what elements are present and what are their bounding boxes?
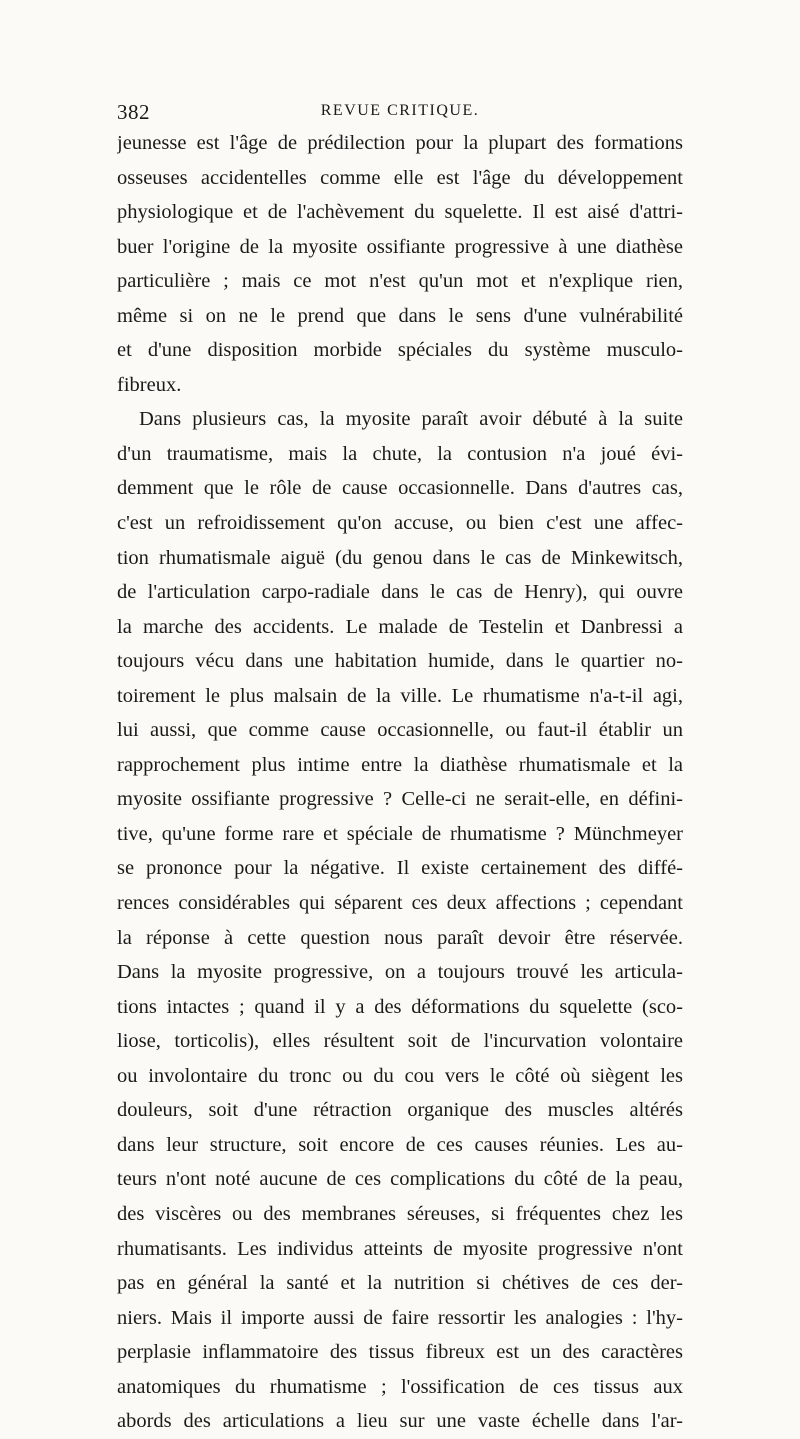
paragraph-start-line: Dans plusieurs cas, la myosite paraît avoir débuté à la suite <box>139 408 683 431</box>
text-line: lui aussi, que comme cause occasionnelle, ou faut-il établir un <box>117 719 683 742</box>
text-line: des viscères ou des membranes séreuses, si fréquentes chez les <box>117 1202 683 1225</box>
text-line: même si on ne le prend que dans le sens d'une vulnérabilité <box>117 304 683 327</box>
text-line: rhumatisants. Les individus atteints de myosite progressive n'ont <box>117 1237 683 1260</box>
text-line: pas en général la santé et la nutrition si chétives de ces der- <box>117 1272 683 1295</box>
text-line: teurs n'ont noté aucune de ces complications du côté de la peau, <box>117 1168 683 1191</box>
text-line: toirement le plus malsain de la ville. Le rhumatisme n'a-t-il agi, <box>117 684 683 707</box>
running-head <box>117 96 683 126</box>
text-line: demment que le rôle de cause occasionnelle. Dans d'autres cas, <box>117 477 683 500</box>
text-line: liose, torticolis), elles résultent soit de l'incurvation volontaire <box>117 1030 683 1053</box>
text-line: ou involontaire du tronc ou du cou vers le côté où siègent les <box>117 1064 683 1087</box>
text-line: douleurs, soit d'une rétraction organique des muscles altérés <box>117 1099 683 1122</box>
text-line: la marche des accidents. Le malade de Testelin et Danbressi a <box>117 615 683 638</box>
text-line: tions intactes ; quand il y a des déformations du squelette (sco- <box>117 995 683 1018</box>
text-line: toujours vécu dans une habitation humide, dans le quartier no- <box>117 650 683 673</box>
page-number: 382 <box>117 100 150 124</box>
text-line: la réponse à cette question nous paraît devoir être réservée. <box>117 926 683 949</box>
text-line: abords des articulations a lieu sur une vaste échelle dans l'ar- <box>117 1410 683 1433</box>
text-line: particulière ; mais ce mot n'est qu'un mot et n'explique rien, <box>117 270 683 293</box>
text-line: perplasie inflammatoire des tissus fibreux est un des caractères <box>117 1341 683 1364</box>
text-line: d'un traumatisme, mais la chute, la contusion n'a joué évi- <box>117 442 683 465</box>
text-line: niers. Mais il importe aussi de faire ressortir les analogies : l'hy- <box>117 1306 683 1329</box>
text-line: myosite ossifiante progressive ? Celle-ci ne serait-elle, en défini- <box>117 788 683 811</box>
text-line: anatomiques du rhumatisme ; l'ossification de ces tissus aux <box>117 1375 683 1398</box>
text-line: rapprochement plus intime entre la diathèse rhumatismale et la <box>117 753 683 776</box>
text-line: et d'une disposition morbide spéciales du système musculo- <box>117 339 683 362</box>
text-line: jeunesse est l'âge de prédilection pour la plupart des formations <box>117 132 683 154</box>
text-line: tion rhumatismale aiguë (du genou dans le cas de Minkewitsch, <box>117 546 683 569</box>
text-line: c'est un refroidissement qu'on accuse, ou bien c'est une affec- <box>117 512 683 535</box>
text-line: buer l'origine de la myosite ossifiante progressive à une diathèse <box>117 235 683 258</box>
running-title: REVUE CRITIQUE. <box>320 102 480 119</box>
text-line: osseuses accidentelles comme elle est l'âge du développement <box>117 166 683 189</box>
text-line: Dans la myosite progressive, on a toujours trouvé les articula- <box>117 961 683 984</box>
text-line: se prononce pour la négative. Il existe certainement des diffé- <box>117 857 683 880</box>
text-line: de l'articulation carpo-radiale dans le cas de Henry), qui ouvre <box>117 581 683 604</box>
text-line: rences considérables qui séparent ces deux affections ; cependant <box>117 892 683 915</box>
text-line: physiologique et de l'achèvement du squelette. Il est aisé d'attri- <box>117 201 683 224</box>
text-line: tive, qu'une forme rare et spéciale de rhumatisme ? Münchmeyer <box>117 822 683 845</box>
text-line: dans leur structure, soit encore de ces causes réunies. Les au- <box>117 1133 683 1156</box>
text-line: fibreux. <box>117 373 182 396</box>
body-text <box>117 126 683 1439</box>
